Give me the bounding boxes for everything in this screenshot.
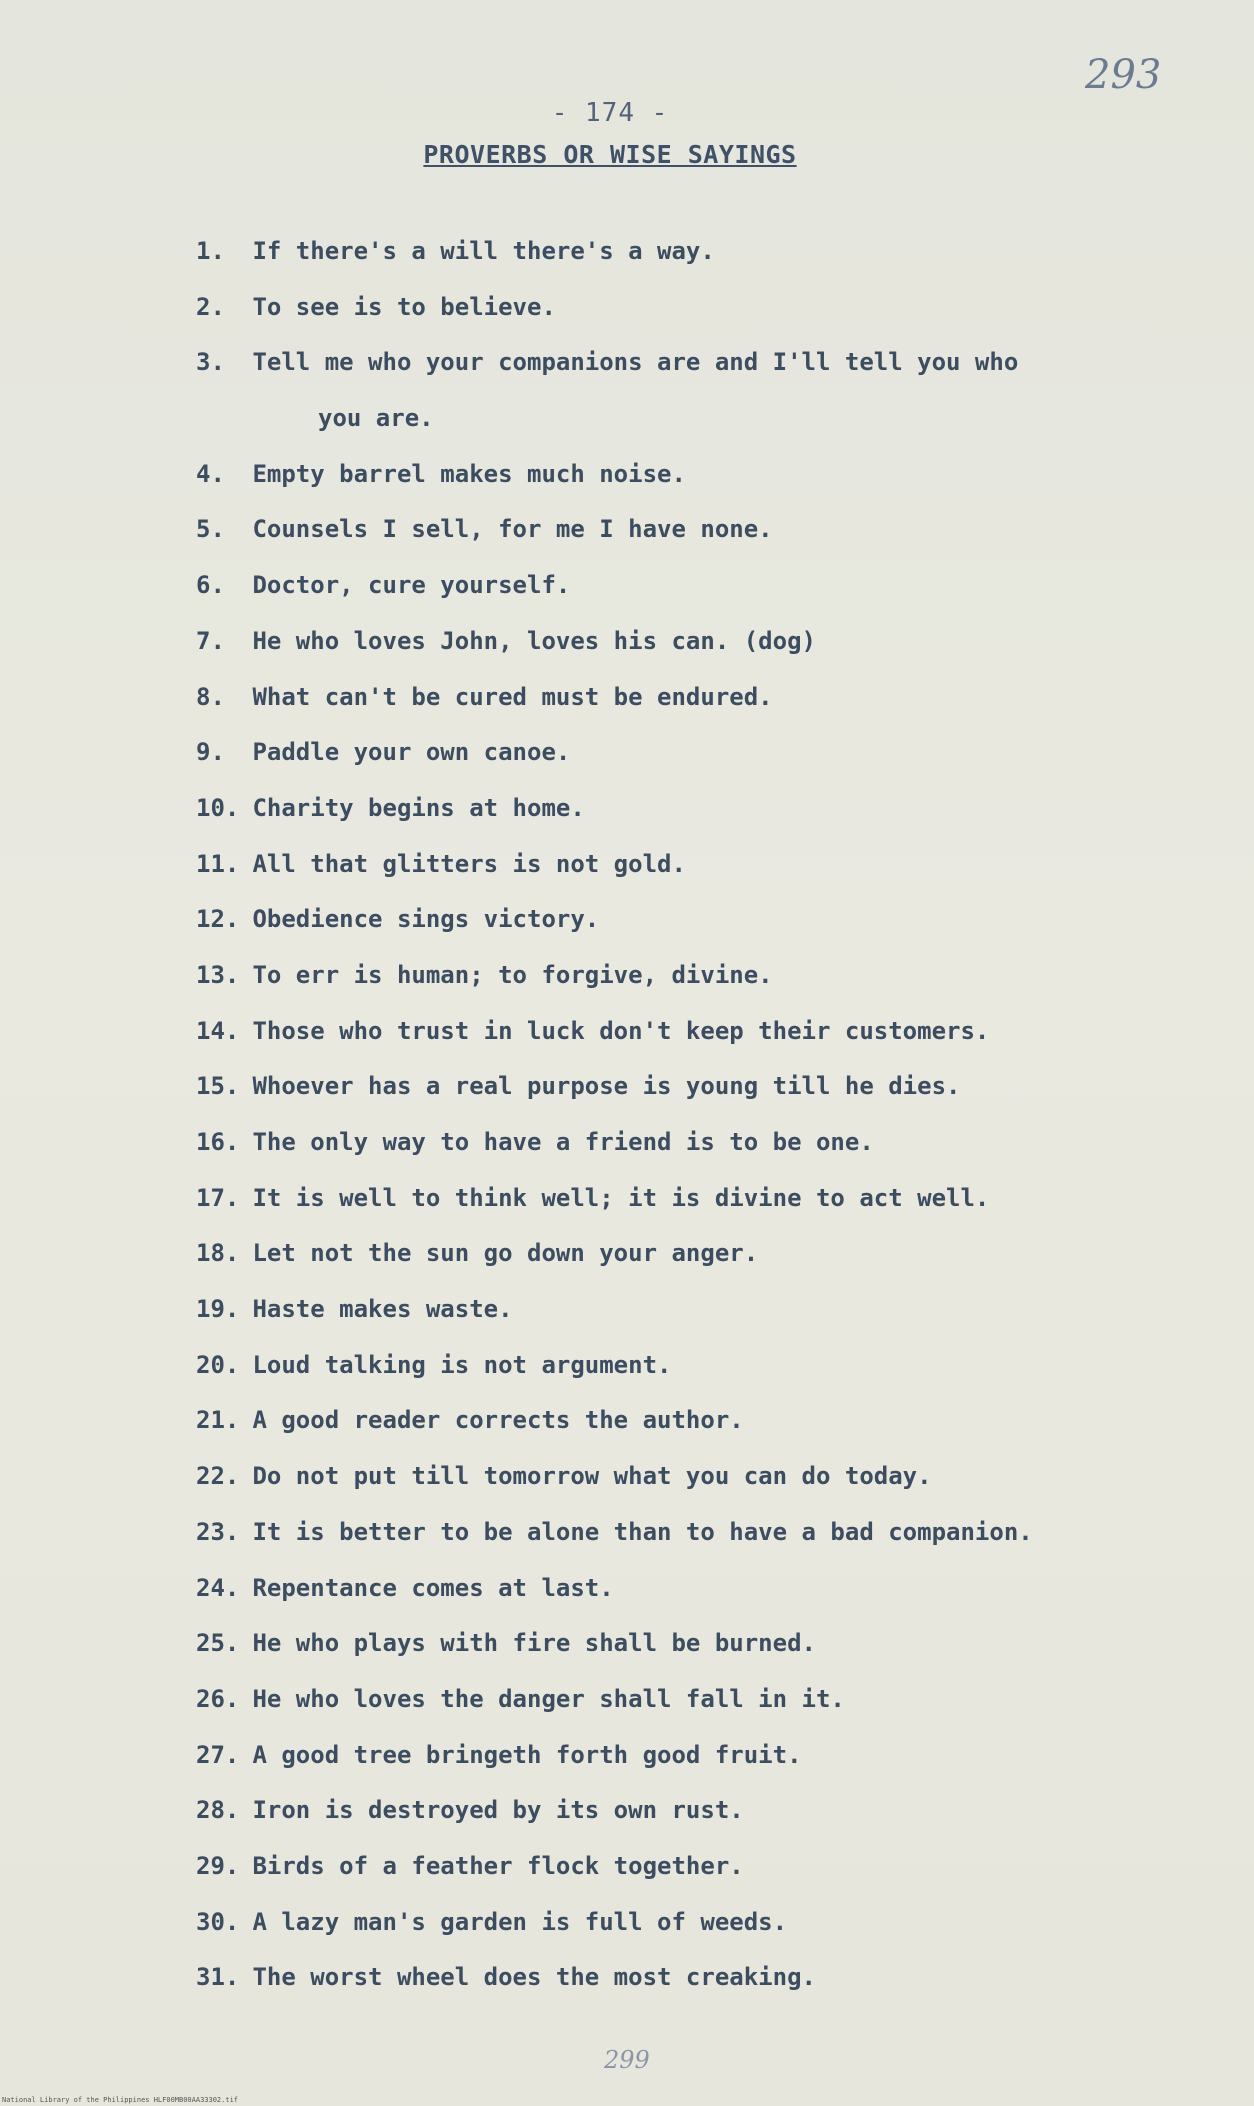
- proverb-number: 12.: [196, 905, 240, 934]
- handwritten-page-number-top: 293: [1085, 52, 1162, 98]
- proverb-item: [196, 1338, 1096, 1394]
- proverb-line: [196, 738, 570, 766]
- proverb-number: 26.: [196, 1684, 240, 1713]
- archive-footer: National Library of the Philippines HLF00MB00AA33302.tif: [2, 2096, 239, 2104]
- proverb-text: A good reader corrects the author.: [252, 1406, 744, 1435]
- proverb-line: [196, 1852, 744, 1880]
- proverb-text: A good tree bringeth forth good fruit.: [252, 1740, 802, 1769]
- proverb-line: [196, 1295, 513, 1323]
- proverb-line: [196, 627, 816, 655]
- proverb-line: [196, 1239, 758, 1267]
- proverb-number: 17.: [196, 1183, 240, 1212]
- proverb-item: [196, 781, 1096, 837]
- proverb-item: [196, 1282, 1096, 1338]
- proverb-number: 11.: [196, 849, 240, 878]
- proverb-item: [196, 1393, 1096, 1449]
- proverb-number: 27.: [196, 1740, 240, 1769]
- proverb-number: 7.: [196, 626, 225, 655]
- proverb-text: Birds of a feather flock together.: [252, 1851, 744, 1880]
- proverb-number: 19.: [196, 1295, 240, 1324]
- proverb-item: [196, 1783, 1096, 1839]
- proverb-number: 2.: [196, 292, 225, 321]
- proverb-line: [196, 1741, 802, 1769]
- proverb-item: [196, 1059, 1096, 1115]
- proverb-number: 15.: [196, 1072, 240, 1101]
- proverb-text: To see is to believe.: [252, 292, 556, 321]
- proverb-text: Charity begins at home.: [252, 793, 585, 822]
- proverb-number: 21.: [196, 1406, 240, 1435]
- proverb-line: [196, 961, 773, 989]
- proverb-number: 24.: [196, 1573, 240, 1602]
- proverb-line: [196, 683, 773, 711]
- proverb-item: [196, 725, 1096, 781]
- proverb-item: [196, 1171, 1096, 1227]
- proverb-line: [196, 237, 715, 265]
- proverb-line: [196, 850, 686, 878]
- proverb-text: The only way to have a friend is to be one.: [252, 1128, 874, 1157]
- proverb-text: Empty barrel makes much noise.: [252, 459, 686, 488]
- proverb-number: 18.: [196, 1239, 240, 1268]
- proverb-number: 5.: [196, 515, 225, 544]
- proverb-text: Doctor, cure yourself.: [252, 571, 571, 600]
- proverb-text: All that glitters is not gold.: [252, 849, 686, 878]
- proverb-number: 8.: [196, 682, 225, 711]
- page-number: - 174 -: [551, 98, 669, 128]
- proverb-number: 29.: [196, 1851, 240, 1880]
- proverb-item: [196, 1115, 1096, 1171]
- proverb-text: He who loves John, loves his can. (dog): [252, 626, 816, 655]
- proverb-line: [196, 348, 1018, 376]
- proverb-item: [196, 447, 1096, 503]
- proverb-number: 14.: [196, 1016, 240, 1045]
- proverb-line: [196, 293, 556, 321]
- proverb-item: [196, 1950, 1096, 2006]
- proverb-item: [196, 1561, 1096, 1617]
- proverb-line: [196, 1796, 744, 1824]
- proverb-item: [196, 1672, 1096, 1728]
- proverb-line: [196, 1685, 845, 1713]
- proverb-text: Obedience sings victory.: [252, 905, 600, 934]
- proverb-text: Loud talking is not argument.: [252, 1350, 672, 1379]
- proverb-text: Whoever has a real purpose is young till he dies.: [252, 1072, 961, 1101]
- proverb-item: [196, 558, 1096, 614]
- proverb-item: [196, 892, 1096, 948]
- proverb-text: He who loves the danger shall fall in it.: [252, 1684, 845, 1713]
- proverb-text: What can't be cured must be endured.: [252, 682, 773, 711]
- proverb-number: 20.: [196, 1350, 240, 1379]
- proverb-item: [196, 948, 1096, 1004]
- proverb-item: [196, 1449, 1096, 1505]
- proverb-line: [196, 1629, 816, 1657]
- proverb-text: Haste makes waste.: [252, 1295, 513, 1324]
- proverb-text: The worst wheel does the most creaking.: [252, 1963, 816, 1992]
- proverb-line: [196, 1908, 787, 1936]
- proverb-item: [196, 335, 1096, 446]
- proverb-line: [196, 1574, 614, 1602]
- proverb-number: 10.: [196, 793, 240, 822]
- proverb-text: It is well to think well; it is divine to act well.: [252, 1183, 990, 1212]
- proverb-text: Let not the sun go down your anger.: [252, 1239, 759, 1268]
- proverb-number: 22.: [196, 1462, 240, 1491]
- proverb-line: [196, 515, 773, 543]
- proverb-line: [196, 794, 585, 822]
- proverb-line: [196, 1351, 671, 1379]
- proverb-item: [196, 1728, 1096, 1784]
- proverb-number: 1.: [196, 237, 225, 265]
- proverb-line: [196, 1072, 960, 1100]
- proverb-number: 31.: [196, 1963, 240, 1992]
- proverb-item: [196, 837, 1096, 893]
- proverb-item: [196, 1505, 1096, 1561]
- proverb-item: [196, 1616, 1096, 1672]
- proverb-item: [196, 280, 1096, 336]
- proverb-line: [196, 905, 599, 933]
- proverb-number: 4.: [196, 459, 225, 488]
- proverb-text: A lazy man's garden is full of weeds.: [252, 1907, 788, 1936]
- proverb-item: [196, 1839, 1096, 1895]
- proverb-text: Tell me who your companions are and I'll tell you who: [252, 348, 1019, 377]
- proverb-text: Paddle your own canoe.: [252, 738, 571, 767]
- proverb-text: To err is human; to forgive, divine.: [252, 960, 773, 989]
- proverb-text: It is better to be alone than to have a bad companion.: [252, 1517, 1033, 1546]
- proverb-number: 6.: [196, 571, 225, 600]
- proverb-line: [196, 460, 686, 488]
- proverb-number: 13.: [196, 960, 240, 989]
- proverb-number: 16.: [196, 1128, 240, 1157]
- proverb-item: [196, 1004, 1096, 1060]
- proverb-line: [196, 1128, 874, 1156]
- proverb-item: [196, 670, 1096, 726]
- page-title: PROVERBS OR WISE SAYINGS: [423, 140, 797, 169]
- proverb-item: [196, 614, 1096, 670]
- proverb-text: Iron is destroyed by its own rust.: [252, 1796, 744, 1825]
- proverb-text: Do not put till tomorrow what you can do today.: [252, 1462, 932, 1491]
- proverb-line: [196, 1017, 989, 1045]
- proverb-item: [196, 1895, 1096, 1951]
- proverb-line: [196, 1184, 989, 1212]
- proverb-line: [196, 1462, 932, 1490]
- proverb-text: If there's a will there's a way.: [252, 237, 715, 265]
- proverb-text: He who plays with fire shall be burned.: [252, 1629, 816, 1658]
- proverb-text: Those who trust in luck don't keep their customers.: [252, 1016, 990, 1045]
- proverb-item: [196, 224, 1096, 280]
- proverb-number: 28.: [196, 1796, 240, 1825]
- proverb-line: [196, 1406, 744, 1434]
- proverb-line: [196, 1963, 816, 1991]
- proverb-text: Counsels I sell, for me I have none.: [252, 515, 773, 544]
- proverb-line: [196, 1518, 1033, 1546]
- proverb-number: 30.: [196, 1907, 240, 1936]
- proverb-number: 23.: [196, 1517, 240, 1546]
- proverb-line: [196, 571, 570, 599]
- proverb-number: 9.: [196, 738, 225, 767]
- proverb-text: Repentance comes at last.: [252, 1573, 614, 1602]
- proverb-number: 25.: [196, 1629, 240, 1658]
- proverb-item: [196, 502, 1096, 558]
- proverb-item: [196, 1226, 1096, 1282]
- proverbs-list: [196, 224, 1096, 2006]
- handwritten-page-number-bottom: 299: [604, 2046, 650, 2074]
- proverb-continuation: you are.: [318, 404, 434, 433]
- proverb-number: 3.: [196, 348, 225, 377]
